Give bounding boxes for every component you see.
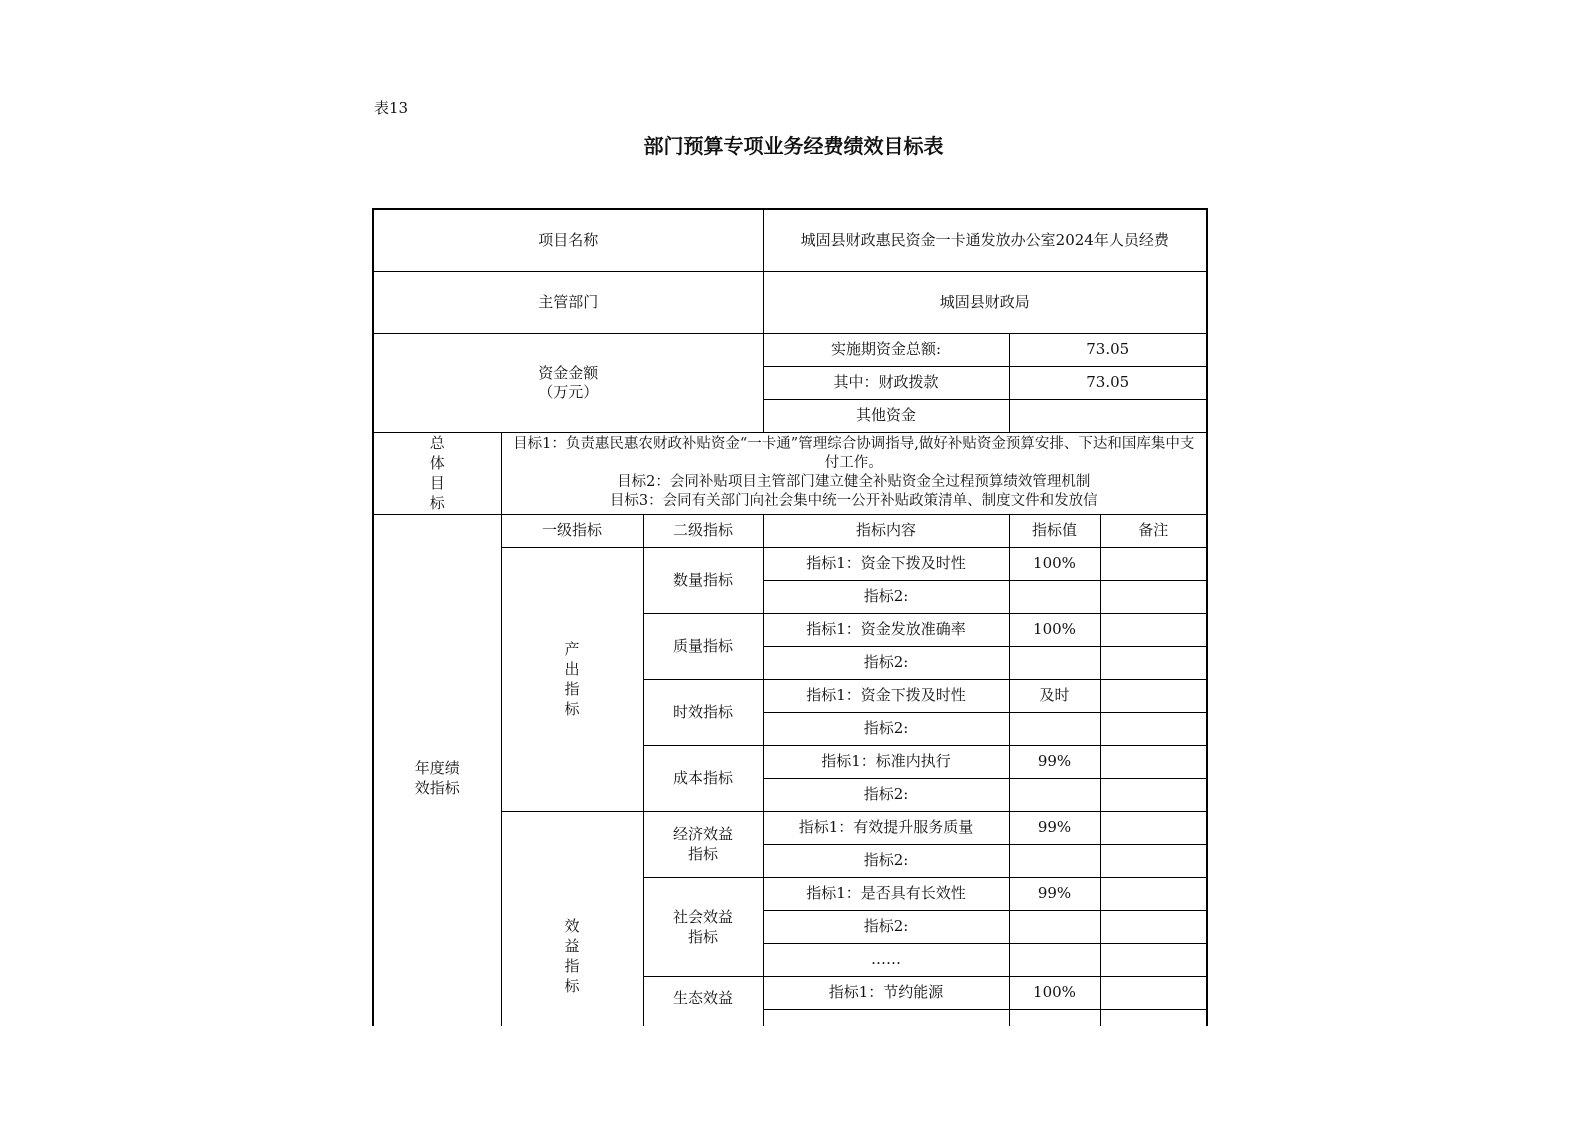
annual-indicators-label bbox=[373, 514, 501, 1026]
goal-line-3: 目标3：会同有关部门向社会集中统一公开补贴政策清单、制度文件和发放信 bbox=[609, 493, 1098, 509]
performance-table-sheet bbox=[372, 208, 1220, 1026]
indicator-content: 指标1：是否具有长效性 bbox=[763, 877, 1009, 910]
indicator-content: 指标2: bbox=[763, 712, 1009, 745]
funds-total-value: 73.05 bbox=[1009, 333, 1207, 366]
performance-goal-table bbox=[372, 208, 1208, 1026]
level1-benefit-text: 效益指标 bbox=[564, 917, 580, 996]
indicator-content: 指标2: bbox=[763, 778, 1009, 811]
indicator-content: 指标1：标准内执行 bbox=[763, 745, 1009, 778]
indicator-content: …… bbox=[763, 943, 1009, 976]
funds-total-row bbox=[373, 333, 1207, 366]
header-level2: 二级指标 bbox=[643, 514, 763, 547]
level2-economic-text: 经济效益指标 bbox=[672, 825, 733, 863]
level1-benefit bbox=[501, 811, 643, 1026]
indicator-content: 指标2: bbox=[763, 646, 1009, 679]
funds-label: 资金金额 bbox=[538, 363, 599, 382]
annual-indicators-label-text: 年度绩效指标 bbox=[414, 758, 460, 797]
indicator-note bbox=[1100, 943, 1207, 976]
indicator-content: 指标2: bbox=[763, 844, 1009, 877]
funds-total-label: 实施期资金总额: bbox=[763, 333, 1009, 366]
indicator-value bbox=[1009, 712, 1100, 745]
indicator-note bbox=[1100, 745, 1207, 778]
funds-fiscal-value: 73.05 bbox=[1009, 366, 1207, 399]
header-note: 备注 bbox=[1100, 514, 1207, 547]
indicator-value-empty bbox=[1009, 1009, 1100, 1026]
department-label: 主管部门 bbox=[373, 271, 763, 333]
overall-goal-label bbox=[373, 432, 501, 514]
department-row bbox=[373, 271, 1207, 333]
overall-goal-row bbox=[373, 432, 1207, 514]
goal-line-1: 目标1：负责惠民惠农财政补贴资金“一卡通”管理综合协调指导,做好补贴资金预算安排、下达和国库集中支付工作。 bbox=[513, 436, 1195, 471]
indicator-note bbox=[1100, 811, 1207, 844]
indicator-note bbox=[1100, 712, 1207, 745]
level1-output bbox=[501, 547, 643, 811]
indicator-value: 100% bbox=[1009, 547, 1100, 580]
indicator-note bbox=[1100, 778, 1207, 811]
department-value: 城固县财政局 bbox=[763, 271, 1207, 333]
indicator-note bbox=[1100, 613, 1207, 646]
header-level1: 一级指标 bbox=[501, 514, 643, 547]
overall-goal-content bbox=[501, 432, 1207, 514]
funds-amount-label bbox=[373, 333, 763, 432]
level2-timeliness: 时效指标 bbox=[643, 679, 763, 745]
level2-cost: 成本指标 bbox=[643, 745, 763, 811]
indicator-value bbox=[1009, 646, 1100, 679]
indicator-value: 99% bbox=[1009, 745, 1100, 778]
funds-other-value bbox=[1009, 399, 1207, 432]
page-title: 部门预算专项业务经费绩效目标表 bbox=[643, 134, 944, 158]
indicator-header-row bbox=[373, 514, 1207, 547]
indicator-value: 99% bbox=[1009, 877, 1100, 910]
project-name-label: 项目名称 bbox=[373, 209, 763, 271]
level2-ecological: 生态效益 bbox=[643, 976, 763, 1026]
overall-goal-label-text: 总体目标 bbox=[429, 434, 445, 512]
indicator-content: 指标1：资金下拨及时性 bbox=[763, 547, 1009, 580]
indicator-value bbox=[1009, 778, 1100, 811]
indicator-content: 指标2: bbox=[763, 580, 1009, 613]
project-name-row bbox=[373, 209, 1207, 271]
level2-quantity: 数量指标 bbox=[643, 547, 763, 613]
table-number: 表13 bbox=[374, 99, 409, 117]
project-name-value: 城固县财政惠民资金一卡通发放办公室2024年人员经费 bbox=[763, 209, 1207, 271]
indicator-value: 100% bbox=[1009, 976, 1100, 1009]
goal-line-2: 目标2：会同补贴项目主管部门建立健全补贴资金全过程预算绩效管理机制 bbox=[617, 474, 1091, 490]
funds-fiscal-label: 其中：财政拨款 bbox=[763, 366, 1009, 399]
indicator-content: 指标1：资金发放准确率 bbox=[763, 613, 1009, 646]
funds-other-label: 其他资金 bbox=[763, 399, 1009, 432]
level2-economic bbox=[643, 811, 763, 877]
indicator-value bbox=[1009, 943, 1100, 976]
level2-quality: 质量指标 bbox=[643, 613, 763, 679]
indicator-note bbox=[1100, 976, 1207, 1009]
indicator-value: 100% bbox=[1009, 613, 1100, 646]
indicator-note bbox=[1100, 679, 1207, 712]
indicator-note bbox=[1100, 910, 1207, 943]
indicator-value: 及时 bbox=[1009, 679, 1100, 712]
indicator-value: 99% bbox=[1009, 811, 1100, 844]
indicator-content: 指标1：有效提升服务质量 bbox=[763, 811, 1009, 844]
level2-social-text: 社会效益指标 bbox=[672, 907, 733, 946]
level2-social bbox=[643, 877, 763, 976]
level1-output-text: 产出指标 bbox=[564, 640, 580, 718]
indicator-note bbox=[1100, 547, 1207, 580]
indicator-content: 指标1：节约能源 bbox=[763, 976, 1009, 1009]
indicator-value bbox=[1009, 844, 1100, 877]
indicator-content: 指标2: bbox=[763, 910, 1009, 943]
indicator-note bbox=[1100, 646, 1207, 679]
indicator-note-empty bbox=[1100, 1009, 1207, 1026]
indicator-content-empty bbox=[763, 1009, 1009, 1026]
funds-unit: （万元） bbox=[538, 382, 599, 401]
indicator-value bbox=[1009, 580, 1100, 613]
indicator-content: 指标1：资金下拨及时性 bbox=[763, 679, 1009, 712]
header-value: 指标值 bbox=[1009, 514, 1100, 547]
indicator-value bbox=[1009, 910, 1100, 943]
indicator-note bbox=[1100, 580, 1207, 613]
indicator-note bbox=[1100, 877, 1207, 910]
indicator-note bbox=[1100, 844, 1207, 877]
header-content: 指标内容 bbox=[763, 514, 1009, 547]
